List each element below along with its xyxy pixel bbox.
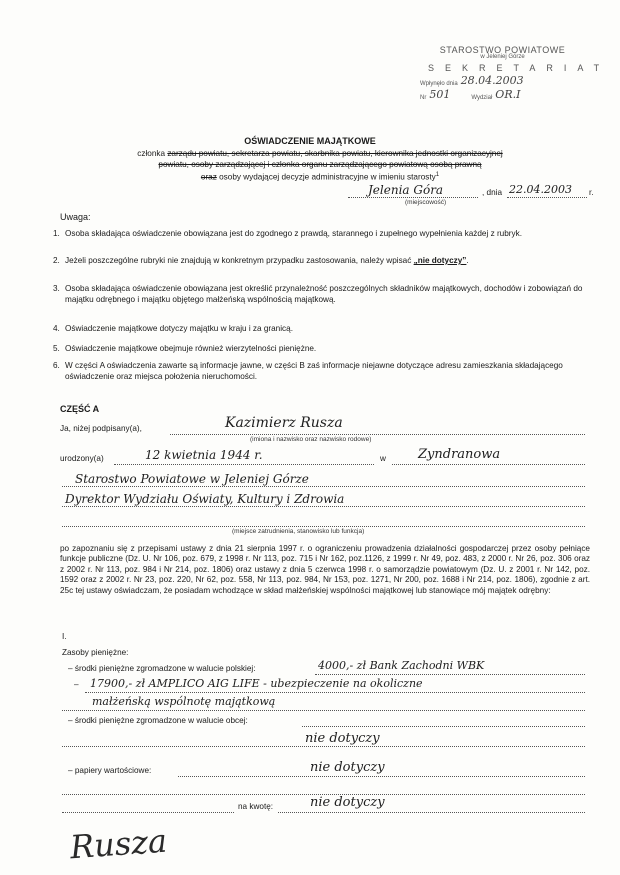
stamp-received-date: 28.04.2003 (460, 74, 524, 87)
pln-line-1 (315, 674, 585, 675)
date-line (507, 197, 587, 198)
born-date-line (114, 464, 374, 465)
date-label: , dnia (482, 188, 503, 197)
securities-label: – papiery wartościowe: (68, 766, 152, 775)
employment-line-3 (62, 526, 585, 527)
header-line3 (60, 170, 580, 183)
pln-label: – środki pieniężne zgromadzone w walucie polskiej: (68, 664, 256, 673)
header-line1 (60, 148, 580, 159)
signer-value: Kazimierz Rusza (225, 415, 343, 431)
header-line3-b: osoby wydającej decyzje administracyjne w imieniu starosty (216, 172, 436, 182)
amount-label: na kwotę: (238, 802, 274, 811)
legal-basis-text: po zapoznaniu się z przepisami ustawy z dnia 21 sierpnia 1997 r. o ograniczeniu prowadzenia działalności gospodarczej przez osoby pełniące funkcje publiczne (Dz. U. Nr 106, poz. 679, z 1998 r. Nr 113, poz. 715 i Nr 162, poz.1126, z 1999 r. Nr 49, poz. 483, z 2000 r. Nr 26, poz. 306 oraz z 2002 r. Nr 113, poz. 984 i Nr 214, poz. 1806) oraz ustawy z dnia 5 czerwca 1998 r. o samorządzie powiatowym (Dz. U. z 2001 r. Nr 142, poz. 1592 oraz z 2002 r. Nr 23, poz. 220, Nr 62, poz. 558, Nr 113, poz. 984, Nr 153, poz. 1271, Nr 200, poz. 1688 i Nr 214, poz. 1806), zgodnie z art. 25c tej ustawy oświadczam, że posiadam wchodzące w skład małżeńskiej wspólności majątkowej lub stanowiące mój majątek odrębny: (60, 544, 590, 595)
part-a-heading: CZĘŚĆ A (60, 404, 100, 414)
place-value: Jelenia Góra (368, 183, 444, 197)
header-line1-struck: zarządu powiatu, sekretarza powiatu, skarbnika powiatu, kierownika jednostki organizacyjnej (167, 149, 503, 158)
header-line1-a: członka (137, 149, 168, 158)
stamp-number-row (420, 88, 585, 101)
born-label: urodzony(a) (60, 454, 104, 463)
foreign-label: – środki pieniężne zgromadzone w walucie obcej: (68, 716, 248, 725)
header-line2: powiatu, osoby zarządzającej i członka organu zarządzającego powiatową osobą prawną (158, 160, 482, 169)
amount-pre-line (62, 812, 234, 813)
amount-value: nie dotyczy (310, 795, 385, 810)
pln-line-3 (62, 710, 585, 711)
note-item: 6. W części A oświadczenia zawarte są informacje jawne, w części B zaś informacje niejawne dotyczące adresu zamieszkania składającego oświadczenie oraz miejsca położenia nieruchomości. (53, 361, 563, 381)
pln-value-1: 4000,- zł Bank Zachodni WBK (318, 659, 485, 672)
registry-stamp (420, 45, 611, 101)
securities-line-1 (178, 776, 585, 777)
employment-caption: (miejsce zatrudnienia, stanowisko lub funkcja) (232, 528, 365, 535)
pln-value-3: małżeńską wspólnotę majątkową (92, 695, 276, 708)
stamp-division-label: Wydział (471, 95, 493, 101)
place-caption: (miejscowość) (405, 199, 447, 206)
born-in-label: w (380, 454, 386, 463)
date-value: 22.04.2003 (509, 183, 572, 196)
signer-label: Ja, niżej podpisany(a), (60, 424, 142, 433)
notes-heading: Uwaga: (60, 212, 91, 222)
note-item: 2. Jeżeli poszczególne rubryki nie znajdują w konkretnym przypadku zastosowania, należy wpisać „nie dotyczy”. (53, 256, 469, 265)
stamp-division-value: OR.I (495, 88, 521, 101)
foreign-line-2 (62, 746, 585, 747)
header-line3-struck: oraz (200, 172, 217, 182)
foreign-value: nie dotyczy (305, 731, 380, 746)
stamp-line3: SEKRETARIAT (428, 63, 611, 73)
resources-label: Zasoby pieniężne: (62, 648, 129, 657)
note-item: 4. Oświadczenie majątkowe dotyczy majątku w kraju i za granicą. (53, 324, 293, 333)
pln-value-2: 17900,- zł AMPLICO AIG LIFE - ubezpieczenie na okoliczne (90, 677, 423, 690)
born-place-value: Zyndranowa (418, 447, 501, 462)
section-roman: I. (62, 632, 67, 641)
note-item: 5. Oświadczenie majątkowe obejmuje również wierzytelności pieniężne. (53, 344, 317, 353)
document-title: OŚWIADCZENIE MAJĄTKOWE (244, 136, 376, 146)
foreign-line-1 (302, 726, 585, 727)
note-item: 3. Osoba składająca oświadczenie obowiązana jest określić przynależność poszczególnych składników majątkowych, dochodów i zobowiązań do majątku odrębnego i majątku objętego małżeńską wspólnością majątkową. (53, 284, 583, 304)
note-item: 1. Osoba składająca oświadczenie obowiązana jest do zgodnego z prawdą, starannego i zupełnego wypełnienia każdej z rubryk. (53, 229, 522, 238)
place-line (348, 197, 478, 198)
signer-line (170, 434, 585, 435)
employment-value-2: Dyrektor Wydziału Oświaty, Kultury i Zdrowia (65, 492, 345, 506)
date-suffix: r. (589, 188, 594, 197)
pln-line-2 (85, 692, 585, 693)
stamp-received-row (420, 74, 585, 87)
stamp-received-label: Wpłynęło dnia (420, 81, 458, 87)
stamp-line1: STAROSTWO POWIATOWE (439, 45, 566, 55)
signature: Rusza (68, 821, 169, 867)
employment-line-1 (62, 486, 585, 487)
born-date-value: 12 kwietnia 1944 r. (145, 448, 263, 462)
stamp-number-value: 501 (429, 88, 451, 101)
securities-value: nie dotyczy (310, 760, 385, 775)
dash-mark: – (74, 680, 79, 689)
stamp-line2: w Jeleniej Górze (480, 54, 525, 60)
stamp-number-label: Nr (420, 95, 427, 101)
employment-value-1: Starostwo Powiatowe w Jeleniej Górze (75, 472, 309, 486)
signer-caption: (imiona i nazwisko oraz nazwisko rodowe) (250, 436, 372, 443)
footnote-mark: 1 (435, 172, 440, 178)
amount-line (278, 812, 585, 813)
born-place-line (392, 464, 585, 465)
employment-line-2 (62, 506, 585, 507)
